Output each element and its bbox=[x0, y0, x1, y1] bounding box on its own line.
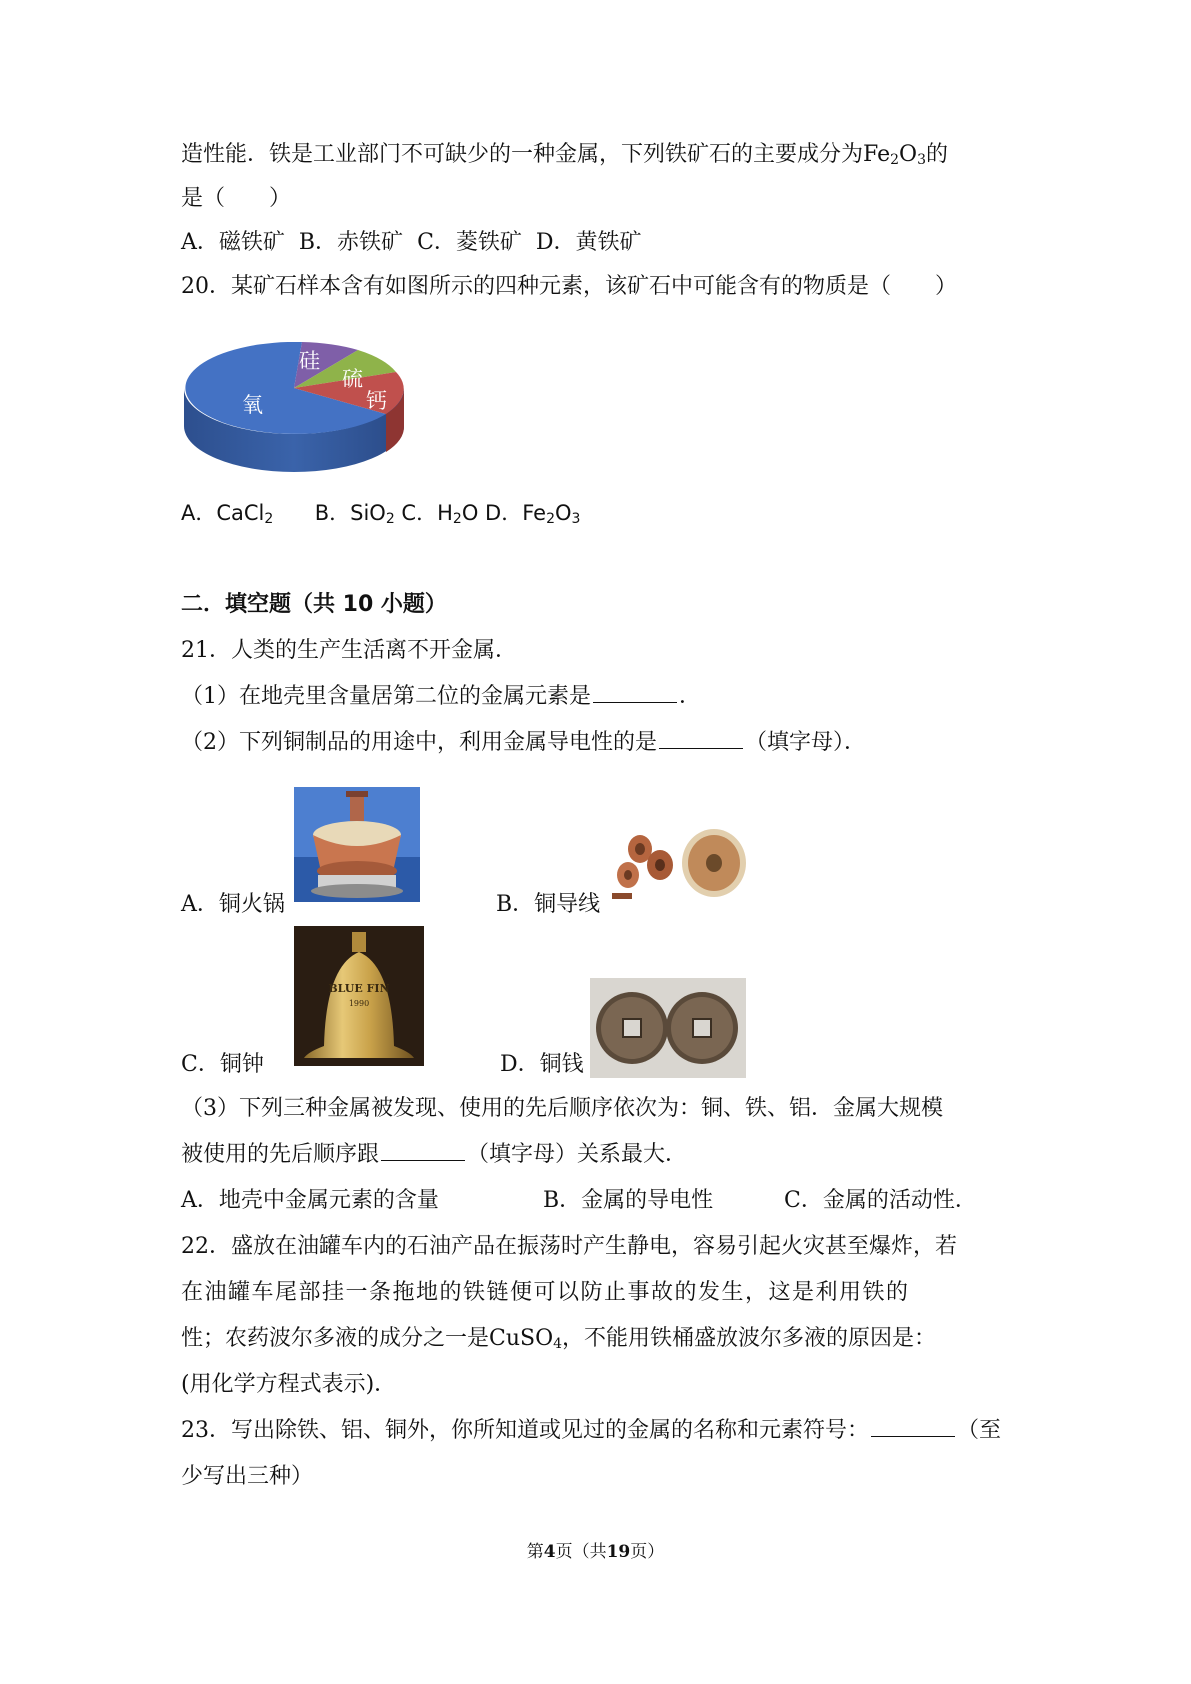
q19-line2: 是（ ） bbox=[181, 186, 292, 211]
pie-label-sulfur: 硫 bbox=[342, 367, 363, 391]
q20-option-b: B．SiO$_2$ bbox=[314, 501, 395, 527]
q19-option-b: B．赤铁矿 bbox=[298, 230, 404, 255]
q21-part3-option-c: C．金属的活动性． bbox=[784, 1188, 977, 1213]
image-copper-hotpot bbox=[294, 787, 420, 902]
q19-options bbox=[181, 228, 656, 258]
section2-title: 二．填空题（共 10 小题） bbox=[181, 592, 447, 617]
q20-options bbox=[181, 498, 580, 528]
pie-label-silicon: 硅 bbox=[299, 349, 320, 373]
q21-part3-text: 被使用的先后顺序跟 bbox=[181, 1142, 380, 1167]
q19-line1-end: 的 bbox=[925, 142, 948, 167]
q21-option-a: A．铜火锅 bbox=[181, 892, 285, 917]
q22-line3: 性；农药波尔多液的成分之一是CuSO$_4$，不能用铁桶盛放波尔多液的原因是： bbox=[181, 1326, 937, 1352]
image-copper-bell bbox=[294, 926, 424, 1066]
pie-chart bbox=[182, 342, 407, 480]
q22-line4: (用化学方程式表示)． bbox=[181, 1372, 397, 1397]
q23-line2: 少写出三种） bbox=[181, 1464, 314, 1489]
q21-stem: 21．人类的生产生活离不开金属． bbox=[181, 638, 517, 663]
q22-line3-end: ，不能用铁桶盛放波尔多液的原因是： bbox=[562, 1326, 937, 1351]
pie-label-calcium: 钙 bbox=[366, 389, 387, 413]
q21-option-c: C．铜钟 bbox=[181, 1052, 264, 1077]
q21-option-d: D．铜钱 bbox=[500, 1052, 584, 1077]
q19-line1: 造性能．铁是工业部门不可缺少的一种金属，下列铁矿石的主要成分为$Fe_2O_3$的 bbox=[181, 142, 948, 168]
q21-part2-blank[interactable] bbox=[659, 728, 743, 749]
q21-part2 bbox=[181, 728, 866, 758]
q21-part3-blank[interactable] bbox=[381, 1140, 465, 1161]
q23-line1 bbox=[181, 1416, 1001, 1446]
q19-option-d: D．黄铁矿 bbox=[535, 230, 642, 255]
footer-total-pages: 19 bbox=[606, 1542, 631, 1562]
q23-line1-text: 23．写出除铁、铝、铜外，你所知道或见过的金属的名称和元素符号： bbox=[181, 1418, 869, 1443]
q21-part1-end: ． bbox=[679, 684, 702, 709]
q21-option-b: B．铜导线 bbox=[496, 892, 601, 917]
q22-line2: 在油罐车尾部挂一条拖地的铁链便可以防止事故的发生，这是利用铁的 bbox=[181, 1280, 910, 1305]
q20-stem: 20．某矿石样本含有如图所示的四种元素，该矿石中可能含有的物质是（ ） bbox=[181, 274, 957, 299]
footer-pre: 第 bbox=[526, 1542, 544, 1562]
q21-part1 bbox=[181, 682, 701, 712]
copper-wire-drawing bbox=[610, 823, 750, 909]
q21-part3-option-b: B．金属的导电性 bbox=[543, 1188, 714, 1213]
q21-part1-blank[interactable] bbox=[593, 682, 677, 703]
pie-label-oxygen: 氧 bbox=[242, 393, 263, 417]
q21-part3-line2 bbox=[181, 1140, 687, 1170]
bell-engraving-2: 1990 bbox=[348, 999, 370, 1008]
q21-part2-text: （2）下列铜制品的用途中，利用金属导电性的是 bbox=[181, 730, 657, 755]
q21-part3-line1: （3）下列三种金属被发现、使用的先后顺序依次为：铜、铁、铝．金属大规模 bbox=[181, 1096, 943, 1121]
q22-line1: 22．盛放在油罐车内的石油产品在振荡时产生静电，容易引起火灾甚至爆炸，若 bbox=[181, 1234, 957, 1259]
q23-line1-end: （至 bbox=[957, 1418, 1002, 1443]
footer-page-number: 4 bbox=[543, 1542, 556, 1562]
image-copper-coins bbox=[590, 978, 746, 1078]
q19-option-c: C．菱铁矿 bbox=[417, 230, 522, 255]
q23-blank[interactable] bbox=[871, 1416, 955, 1437]
q19-option-a: A．磁铁矿 bbox=[181, 230, 285, 255]
image-copper-wire bbox=[610, 823, 750, 909]
bell-engraving-1: BLUE FIN bbox=[328, 982, 390, 995]
q20-option-a: A．CaCl$_2$ bbox=[181, 501, 274, 527]
footer-post: 页） bbox=[630, 1542, 665, 1562]
q21-part3-end: （填字母）关系最大． bbox=[467, 1142, 688, 1167]
q21-part3-option-a: A．地壳中金属元素的含量 bbox=[181, 1188, 439, 1213]
q19-line1-text: 造性能．铁是工业部门不可缺少的一种金属，下列铁矿石的主要成分为Fe bbox=[181, 142, 891, 167]
page-footer bbox=[0, 1540, 1191, 1564]
coins-drawing bbox=[590, 978, 746, 1078]
bell-drawing bbox=[294, 926, 424, 1066]
q22-line3-text: 性；农药波尔多液的成分之一是CuSO bbox=[181, 1326, 554, 1351]
q20-option-d: D．$Fe_2O_3$ bbox=[485, 501, 581, 527]
q21-part1-text: （1）在地壳里含量居第二位的金属元素是 bbox=[181, 684, 591, 709]
q20-option-c: C．$H_2O$ bbox=[401, 501, 479, 527]
hotpot-drawing bbox=[294, 787, 420, 902]
q21-part2-end: （填字母）． bbox=[745, 730, 867, 755]
footer-mid: 页（共 bbox=[555, 1542, 607, 1562]
